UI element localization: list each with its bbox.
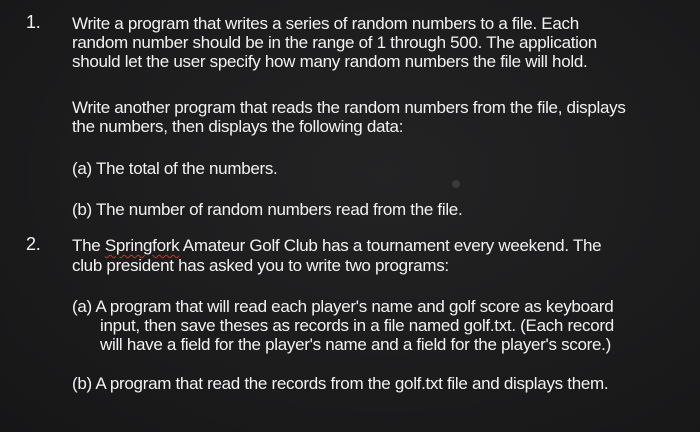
- decorative-dot: [452, 180, 460, 188]
- question-1-line-3: should let the user specify how many random numbers the file will hold.: [72, 52, 588, 71]
- question-2-number: 2.: [26, 234, 41, 254]
- question-1-item-a: (a) The total of the numbers.: [72, 159, 278, 178]
- question-2-line-1-suffix: Amateur Golf Club has a tournament every weekend. The: [179, 236, 602, 255]
- question-1-paragraph2-line-1: Write another program that reads the random numbers from the file, displays: [72, 98, 626, 117]
- question-1-line-1: Write a program that writes a series of random numbers to a file. Each: [72, 14, 579, 33]
- question-2-item-a-line-1: (a) A program that will read each player's name and golf score as keyboard: [72, 297, 614, 316]
- question-2-item-a-line-3: will have a field for the player's name and a field for the player's score.): [100, 335, 611, 354]
- question-1-line-2: random number should be in the range of 1 through 500. The application: [72, 33, 597, 52]
- question-1-paragraph2-line-2: the numbers, then displays the following data:: [72, 117, 404, 136]
- question-2-line-1-prefix: The: [72, 236, 105, 255]
- question-1-number: 1.: [26, 12, 41, 32]
- question-2-line-1: [72, 235, 601, 256]
- question-2-item-b: (b) A program that read the records from the golf.txt file and displays them.: [72, 374, 609, 393]
- question-2-line-2: club president has asked you to write two programs:: [72, 256, 449, 275]
- question-1-item-b: (b) The number of random numbers read from the file.: [72, 200, 463, 219]
- question-2-item-a-line-2: input, then save theses as records in a file named golf.txt. (Each record: [100, 316, 614, 335]
- spellcheck-flagged-word: Springfork: [104, 236, 180, 255]
